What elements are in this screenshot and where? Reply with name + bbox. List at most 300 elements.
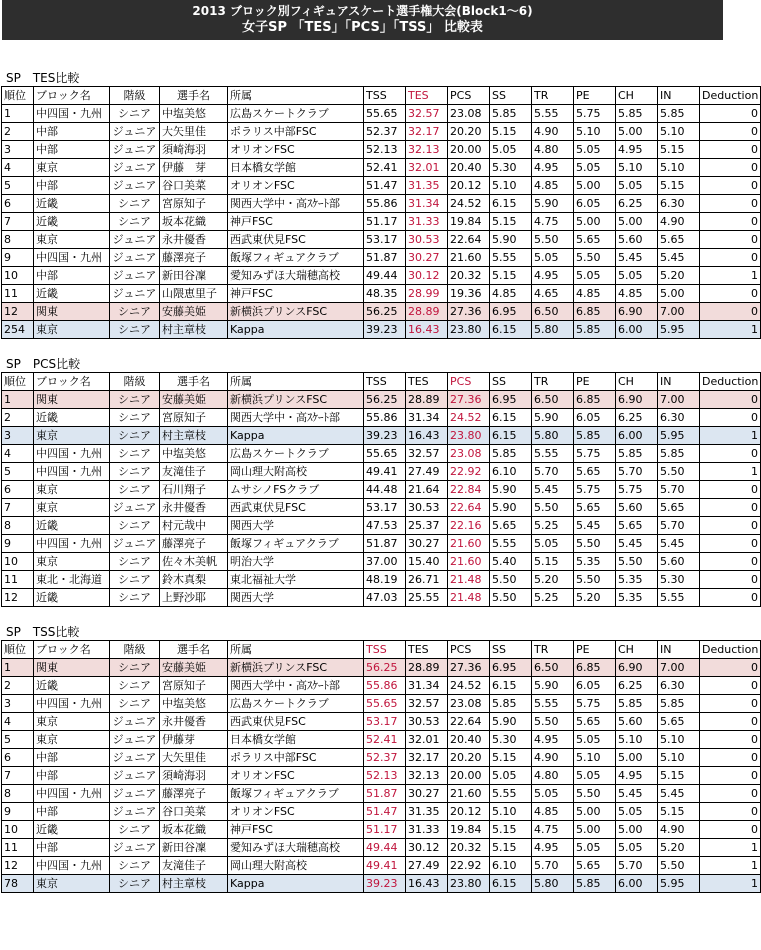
cell-tes: 30.12	[406, 839, 448, 857]
cell-tr: 5.25	[532, 517, 574, 535]
cell-block: 中四国・九州	[34, 535, 110, 553]
cell-pe: 6.85	[574, 303, 616, 321]
cell-name: 山隈恵里子	[160, 285, 228, 303]
cell-name: 藤澤亮子	[160, 535, 228, 553]
cell-ss: 6.15	[490, 195, 532, 213]
cell-ss: 6.95	[490, 659, 532, 677]
cell-name: 藤澤亮子	[160, 249, 228, 267]
cell-level: ジュニア	[110, 785, 160, 803]
cell-club: 岡山理大附高校	[228, 463, 364, 481]
cell-tr: 6.50	[532, 303, 574, 321]
cell-ss: 5.50	[490, 571, 532, 589]
cell-tss: 51.17	[364, 821, 406, 839]
cell-club: 愛知みずほ大瑞穂高校	[228, 839, 364, 857]
cell-club: 日本橋女学館	[228, 159, 364, 177]
cell-ch: 6.25	[616, 195, 658, 213]
cell-level: シニア	[110, 553, 160, 571]
cell-deduction: 1	[700, 267, 761, 285]
cell-block: 近畿	[34, 677, 110, 695]
cell-block: 近畿	[34, 285, 110, 303]
cell-in: 5.95	[658, 321, 700, 339]
cell-tss: 52.13	[364, 767, 406, 785]
cell-level: ジュニア	[110, 123, 160, 141]
cell-club: 西武東伏見FSC	[228, 231, 364, 249]
cell-pcs: 19.84	[448, 821, 490, 839]
cell-rank: 11	[2, 839, 34, 857]
cell-in: 5.45	[658, 785, 700, 803]
cell-tr: 4.75	[532, 821, 574, 839]
table-row	[2, 105, 761, 123]
cell-pe: 6.05	[574, 677, 616, 695]
cell-pcs: 20.20	[448, 749, 490, 767]
cell-ss: 5.90	[490, 499, 532, 517]
cell-block: 近畿	[34, 821, 110, 839]
cell-pe: 5.00	[574, 177, 616, 195]
cell-club: 西武東伏見FSC	[228, 499, 364, 517]
cell-in: 5.15	[658, 141, 700, 159]
cell-ss: 6.10	[490, 857, 532, 875]
cell-ch: 5.70	[616, 857, 658, 875]
cell-deduction: 0	[700, 303, 761, 321]
cell-name: 鈴木真梨	[160, 571, 228, 589]
cell-level: シニア	[110, 195, 160, 213]
cell-level: シニア	[110, 303, 160, 321]
cell-ss: 5.30	[490, 159, 532, 177]
cell-name: 大矢里佳	[160, 749, 228, 767]
cell-name: 宮原知子	[160, 409, 228, 427]
table-row	[2, 249, 761, 267]
cell-pe: 5.85	[574, 321, 616, 339]
cell-in: 5.70	[658, 481, 700, 499]
cell-in: 5.20	[658, 267, 700, 285]
cell-pe: 5.50	[574, 785, 616, 803]
cell-tes: 16.43	[406, 427, 448, 445]
cell-rank: 4	[2, 159, 34, 177]
column-header-in: IN	[658, 373, 700, 391]
cell-name: 安藤美姫	[160, 303, 228, 321]
cell-tes: 32.01	[406, 159, 448, 177]
cell-block: 中部	[34, 749, 110, 767]
cell-rank: 2	[2, 123, 34, 141]
cell-pcs: 23.08	[448, 695, 490, 713]
cell-pcs: 23.08	[448, 445, 490, 463]
cell-rank: 10	[2, 267, 34, 285]
cell-tr: 5.50	[532, 231, 574, 249]
cell-block: 近畿	[34, 213, 110, 231]
cell-ch: 5.50	[616, 553, 658, 571]
cell-tr: 4.95	[532, 731, 574, 749]
cell-club: 明治大学	[228, 553, 364, 571]
cell-club: 飯塚フィギュアクラブ	[228, 249, 364, 267]
cell-club: オリオンFSC	[228, 767, 364, 785]
table-body	[2, 105, 761, 339]
cell-block: 東京	[34, 231, 110, 249]
cell-deduction: 0	[700, 553, 761, 571]
cell-block: 近畿	[34, 409, 110, 427]
table-row	[2, 659, 761, 677]
cell-pe: 5.05	[574, 159, 616, 177]
cell-name: 宮原知子	[160, 195, 228, 213]
cell-pe: 6.05	[574, 409, 616, 427]
section-title-tes: SP TES比較	[6, 71, 80, 85]
section-title-tss: SP TSS比較	[6, 625, 80, 639]
cell-deduction: 0	[700, 659, 761, 677]
cell-tss: 49.44	[364, 839, 406, 857]
cell-rank: 7	[2, 213, 34, 231]
cell-ch: 5.65	[616, 517, 658, 535]
cell-pe: 5.65	[574, 499, 616, 517]
cell-ss: 5.85	[490, 445, 532, 463]
cell-tss: 52.41	[364, 159, 406, 177]
cell-pe: 5.75	[574, 481, 616, 499]
cell-rank: 1	[2, 391, 34, 409]
cell-tss: 52.13	[364, 141, 406, 159]
cell-ss: 5.85	[490, 105, 532, 123]
column-header-tes: TES	[406, 87, 448, 105]
cell-club: 神戸FSC	[228, 821, 364, 839]
cell-tss: 39.23	[364, 427, 406, 445]
cell-level: ジュニア	[110, 749, 160, 767]
cell-pcs: 21.60	[448, 785, 490, 803]
cell-club: 岡山理大附高校	[228, 857, 364, 875]
cell-tr: 5.70	[532, 857, 574, 875]
cell-in: 5.45	[658, 535, 700, 553]
cell-rank: 12	[2, 589, 34, 607]
cell-tr: 4.80	[532, 767, 574, 785]
cell-tes: 21.64	[406, 481, 448, 499]
table-header-row	[2, 87, 761, 105]
cell-in: 5.65	[658, 713, 700, 731]
cell-in: 5.10	[658, 731, 700, 749]
cell-ch: 5.75	[616, 481, 658, 499]
cell-ss: 5.40	[490, 553, 532, 571]
cell-deduction: 1	[700, 875, 761, 893]
cell-name: 大矢里佳	[160, 123, 228, 141]
cell-pe: 6.85	[574, 659, 616, 677]
cell-club: Kappa	[228, 321, 364, 339]
cell-rank: 10	[2, 821, 34, 839]
cell-pcs: 21.60	[448, 249, 490, 267]
cell-tr: 4.95	[532, 839, 574, 857]
cell-ss: 5.05	[490, 141, 532, 159]
cell-ch: 6.00	[616, 427, 658, 445]
table-row	[2, 553, 761, 571]
cell-tss: 56.25	[364, 659, 406, 677]
cell-block: 中部	[34, 123, 110, 141]
cell-club: ムサシノFSクラブ	[228, 481, 364, 499]
cell-level: シニア	[110, 659, 160, 677]
cell-rank: 4	[2, 713, 34, 731]
cell-ch: 5.00	[616, 123, 658, 141]
section-title-pcs: SP PCS比較	[6, 357, 81, 371]
cell-ch: 6.00	[616, 321, 658, 339]
cell-deduction: 0	[700, 713, 761, 731]
table-pcs	[1, 372, 761, 607]
cell-pcs: 23.80	[448, 875, 490, 893]
table-row	[2, 821, 761, 839]
cell-in: 5.65	[658, 231, 700, 249]
cell-pe: 5.00	[574, 821, 616, 839]
cell-name: 中塩美悠	[160, 105, 228, 123]
cell-in: 5.50	[658, 857, 700, 875]
cell-deduction: 1	[700, 857, 761, 875]
cell-deduction: 0	[700, 213, 761, 231]
column-header-rank: 順位	[2, 641, 34, 659]
cell-name: 谷口美菜	[160, 177, 228, 195]
cell-in: 5.10	[658, 749, 700, 767]
cell-deduction: 0	[700, 731, 761, 749]
cell-ss: 6.95	[490, 303, 532, 321]
table-tss	[1, 640, 761, 893]
cell-pe: 5.75	[574, 695, 616, 713]
column-header-ch: CH	[616, 641, 658, 659]
cell-club: 関西大学中・高ｽｹｰﾄ部	[228, 677, 364, 695]
column-header-pe: PE	[574, 641, 616, 659]
cell-level: シニア	[110, 445, 160, 463]
cell-rank: 1	[2, 105, 34, 123]
cell-rank: 12	[2, 857, 34, 875]
cell-tr: 5.05	[532, 249, 574, 267]
cell-name: 中塩美悠	[160, 695, 228, 713]
cell-tr: 5.50	[532, 713, 574, 731]
cell-name: 藤澤亮子	[160, 785, 228, 803]
cell-pe: 5.50	[574, 571, 616, 589]
cell-tes: 25.37	[406, 517, 448, 535]
column-header-tr: TR	[532, 641, 574, 659]
cell-ss: 5.15	[490, 821, 532, 839]
cell-tr: 5.70	[532, 463, 574, 481]
cell-pcs: 20.40	[448, 731, 490, 749]
cell-tes: 27.49	[406, 463, 448, 481]
cell-ch: 4.85	[616, 285, 658, 303]
cell-tes: 31.35	[406, 177, 448, 195]
table-row	[2, 839, 761, 857]
table-row	[2, 427, 761, 445]
cell-level: ジュニア	[110, 249, 160, 267]
column-header-pcs: PCS	[448, 373, 490, 391]
cell-block: 近畿	[34, 589, 110, 607]
cell-tes: 32.13	[406, 141, 448, 159]
table-row	[2, 767, 761, 785]
cell-tes: 30.53	[406, 499, 448, 517]
cell-pe: 5.65	[574, 463, 616, 481]
cell-pe: 5.65	[574, 713, 616, 731]
column-header-ss: SS	[490, 373, 532, 391]
cell-ss: 5.15	[490, 123, 532, 141]
cell-deduction: 0	[700, 677, 761, 695]
cell-club: Kappa	[228, 427, 364, 445]
cell-tss: 55.86	[364, 195, 406, 213]
cell-block: 中四国・九州	[34, 105, 110, 123]
cell-in: 5.10	[658, 123, 700, 141]
cell-block: 中部	[34, 267, 110, 285]
column-header-pcs: PCS	[448, 641, 490, 659]
cell-pcs: 22.64	[448, 499, 490, 517]
cell-rank: 11	[2, 285, 34, 303]
cell-deduction: 0	[700, 481, 761, 499]
table-row	[2, 123, 761, 141]
cell-level: シニア	[110, 677, 160, 695]
cell-block: 中部	[34, 767, 110, 785]
cell-name: 宮原知子	[160, 677, 228, 695]
cell-pe: 6.85	[574, 391, 616, 409]
cell-level: シニア	[110, 463, 160, 481]
cell-name: 友滝佳子	[160, 463, 228, 481]
cell-tr: 4.75	[532, 213, 574, 231]
column-header-club: 所属	[228, 373, 364, 391]
table-row	[2, 285, 761, 303]
cell-pe: 5.05	[574, 767, 616, 785]
cell-club: 新横浜プリンスFSC	[228, 303, 364, 321]
cell-pcs: 20.12	[448, 177, 490, 195]
cell-ch: 4.95	[616, 141, 658, 159]
cell-rank: 9	[2, 803, 34, 821]
cell-pe: 5.00	[574, 803, 616, 821]
table-row	[2, 785, 761, 803]
cell-level: ジュニア	[110, 767, 160, 785]
cell-deduction: 0	[700, 821, 761, 839]
cell-pcs: 22.92	[448, 857, 490, 875]
cell-tes: 28.89	[406, 303, 448, 321]
cell-in: 5.45	[658, 249, 700, 267]
cell-name: 安藤美姫	[160, 391, 228, 409]
cell-block: 中四国・九州	[34, 785, 110, 803]
column-header-in: IN	[658, 641, 700, 659]
cell-tr: 5.25	[532, 589, 574, 607]
cell-tss: 39.23	[364, 321, 406, 339]
cell-tr: 4.90	[532, 123, 574, 141]
cell-in: 5.30	[658, 571, 700, 589]
cell-block: 関東	[34, 391, 110, 409]
cell-name: 谷口美菜	[160, 803, 228, 821]
cell-club: 広島スケートクラブ	[228, 105, 364, 123]
column-header-tss: TSS	[364, 373, 406, 391]
cell-level: ジュニア	[110, 839, 160, 857]
cell-name: 友滝佳子	[160, 857, 228, 875]
cell-tes: 30.27	[406, 249, 448, 267]
cell-ch: 5.60	[616, 231, 658, 249]
cell-level: シニア	[110, 427, 160, 445]
cell-name: 坂本花織	[160, 821, 228, 839]
cell-pcs: 22.84	[448, 481, 490, 499]
cell-block: 関東	[34, 659, 110, 677]
cell-block: 関東	[34, 303, 110, 321]
column-header-deduction: Deduction	[700, 87, 761, 105]
cell-ss: 5.05	[490, 767, 532, 785]
cell-deduction: 0	[700, 159, 761, 177]
cell-in: 5.85	[658, 105, 700, 123]
cell-tss: 44.48	[364, 481, 406, 499]
cell-deduction: 0	[700, 589, 761, 607]
cell-ss: 5.10	[490, 177, 532, 195]
cell-in: 4.90	[658, 213, 700, 231]
cell-block: 東京	[34, 875, 110, 893]
cell-rank: 3	[2, 141, 34, 159]
cell-pcs: 24.52	[448, 195, 490, 213]
column-header-club: 所属	[228, 641, 364, 659]
cell-club: 日本橋女学館	[228, 731, 364, 749]
cell-deduction: 0	[700, 195, 761, 213]
cell-level: シニア	[110, 391, 160, 409]
cell-rank: 6	[2, 749, 34, 767]
cell-tss: 53.17	[364, 231, 406, 249]
cell-tes: 31.35	[406, 803, 448, 821]
cell-tss: 47.53	[364, 517, 406, 535]
cell-deduction: 0	[700, 409, 761, 427]
cell-level: シニア	[110, 571, 160, 589]
cell-tr: 5.20	[532, 571, 574, 589]
table-row	[2, 677, 761, 695]
cell-rank: 9	[2, 535, 34, 553]
cell-pcs: 20.12	[448, 803, 490, 821]
cell-pe: 5.85	[574, 875, 616, 893]
cell-club: 広島スケートクラブ	[228, 445, 364, 463]
cell-pcs: 20.20	[448, 123, 490, 141]
cell-ss: 5.50	[490, 589, 532, 607]
cell-block: 東京	[34, 321, 110, 339]
cell-tr: 5.55	[532, 105, 574, 123]
cell-tss: 52.41	[364, 731, 406, 749]
column-header-deduction: Deduction	[700, 373, 761, 391]
cell-block: 近畿	[34, 195, 110, 213]
table-row	[2, 695, 761, 713]
cell-tes: 31.34	[406, 409, 448, 427]
table-row	[2, 857, 761, 875]
cell-ch: 5.85	[616, 445, 658, 463]
column-header-tr: TR	[532, 373, 574, 391]
cell-pe: 5.10	[574, 123, 616, 141]
cell-pcs: 27.36	[448, 391, 490, 409]
cell-name: 永井優香	[160, 231, 228, 249]
column-header-pe: PE	[574, 373, 616, 391]
cell-tes: 32.57	[406, 445, 448, 463]
cell-club: Kappa	[228, 875, 364, 893]
cell-pcs: 21.48	[448, 571, 490, 589]
column-header-in: IN	[658, 87, 700, 105]
table-row	[2, 731, 761, 749]
cell-ch: 5.85	[616, 105, 658, 123]
cell-in: 5.55	[658, 589, 700, 607]
cell-block: 中部	[34, 803, 110, 821]
cell-ss: 5.55	[490, 535, 532, 553]
cell-ch: 5.45	[616, 249, 658, 267]
cell-level: シニア	[110, 481, 160, 499]
cell-block: 中四国・九州	[34, 249, 110, 267]
cell-block: 東京	[34, 713, 110, 731]
cell-level: ジュニア	[110, 267, 160, 285]
cell-pcs: 22.16	[448, 517, 490, 535]
cell-tr: 5.45	[532, 481, 574, 499]
cell-tes: 31.34	[406, 195, 448, 213]
cell-tr: 5.80	[532, 427, 574, 445]
cell-ch: 5.60	[616, 713, 658, 731]
cell-tes: 30.27	[406, 535, 448, 553]
table-row	[2, 535, 761, 553]
cell-tss: 52.37	[364, 749, 406, 767]
report-title-block	[2, 0, 723, 40]
cell-tss: 55.65	[364, 445, 406, 463]
cell-level: シニア	[110, 857, 160, 875]
column-header-level: 階級	[110, 373, 160, 391]
cell-pcs: 20.32	[448, 839, 490, 857]
cell-club: 神戸FSC	[228, 213, 364, 231]
table-row	[2, 213, 761, 231]
cell-in: 5.15	[658, 177, 700, 195]
cell-block: 中部	[34, 141, 110, 159]
cell-ss: 5.15	[490, 267, 532, 285]
cell-in: 5.95	[658, 875, 700, 893]
cell-name: 坂本花織	[160, 213, 228, 231]
